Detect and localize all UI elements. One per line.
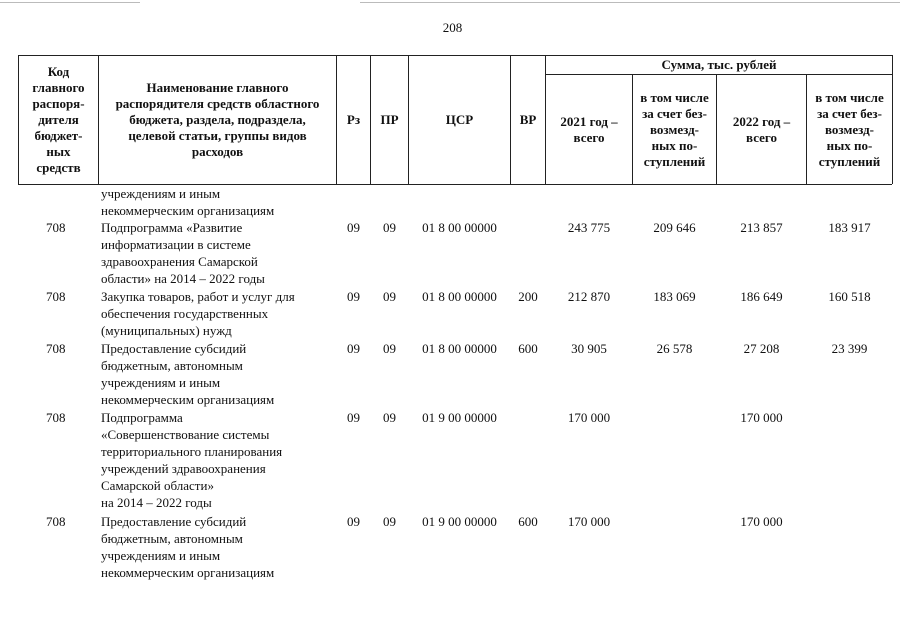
row-rz: 09 <box>347 410 360 425</box>
row-grants-2022: 160 518 <box>828 289 871 304</box>
row-sum-2022: 170 000 <box>740 410 783 425</box>
row-sum-2021: 170 000 <box>567 410 611 425</box>
row-code: 708 <box>46 341 66 356</box>
row-name-line: Подпрограмма <box>101 410 183 425</box>
row-code: 708 <box>46 410 66 425</box>
row-csr: 01 8 00 00000 <box>422 220 497 235</box>
col-border-10 <box>892 55 893 184</box>
row-name-line: учреждений здравоохранения <box>101 461 266 476</box>
header-vr: ВР <box>519 112 537 127</box>
header-rz: Рз <box>346 112 361 127</box>
row-vr: 600 <box>518 341 538 356</box>
row-name-line: области» на 2014 – 2022 годы <box>101 271 265 286</box>
header-code: Код главного распоря-дителя бюджет-ных средств <box>32 64 85 175</box>
row-name-line: учреждениям и иным <box>101 186 221 201</box>
row-code: 708 <box>46 289 66 304</box>
row-name-line: (муниципальных) нужд <box>101 323 232 338</box>
row-grants-2022: 23 399 <box>831 341 868 356</box>
row-name-line: Предоставление субсидий <box>101 341 247 356</box>
row-name-line: «Совершенствование системы <box>101 427 270 442</box>
row-name-line: информатизации в системе <box>101 237 251 252</box>
row-name-line: учреждениям и иным <box>101 375 221 390</box>
row-csr: 01 8 00 00000 <box>422 341 497 356</box>
row-code: 708 <box>46 220 66 235</box>
row-pr: 09 <box>383 514 396 529</box>
row-pr: 09 <box>383 341 396 356</box>
header-2021-grants: в том числе за счет без-возмезд-ных по-ступлений <box>640 89 709 169</box>
row-sum-2022: 170 000 <box>740 514 783 529</box>
row-grants-2021: 209 646 <box>653 220 696 235</box>
row-rz: 09 <box>347 341 360 356</box>
row-name-line: Закупка товаров, работ и услуг для <box>101 289 295 304</box>
row-rz: 09 <box>347 514 360 529</box>
row-name-line: Подпрограмма «Развитие <box>101 220 243 235</box>
row-pr: 09 <box>383 410 396 425</box>
row-vr: 600 <box>518 514 538 529</box>
row-name-line: здравоохранения Самарской <box>101 254 258 269</box>
header-name: Наименование главного распорядителя средств областного бюджета, раздела, подраздела, целевой статьи, группы видов расходов <box>115 80 320 159</box>
row-name-line: некоммерческим организациям <box>101 565 275 580</box>
header-pr: ПР <box>380 112 399 127</box>
row-grants-2021: 183 069 <box>653 289 696 304</box>
row-sum-2022: 186 649 <box>740 289 783 304</box>
row-sum-2021: 30 905 <box>571 341 607 356</box>
row-grants-2022: 183 917 <box>828 220 871 235</box>
header-2022-grants: в том числе за счет без-возмезд-ных по-ступлений <box>815 89 884 169</box>
top-rule-right <box>360 2 900 3</box>
row-name-line: бюджетным, автономным <box>101 358 243 373</box>
row-rz: 09 <box>347 289 360 304</box>
row-csr: 01 9 00 00000 <box>422 410 497 425</box>
top-rule-left <box>0 2 140 3</box>
row-sum-2021: 212 870 <box>567 289 611 304</box>
header-csr: ЦСР <box>445 112 474 127</box>
header-2021-total: 2021 год – всего <box>560 113 618 145</box>
row-sum-2021: 243 775 <box>567 220 611 235</box>
row-name-line: обеспечения государственных <box>101 306 269 321</box>
row-pr: 09 <box>383 289 396 304</box>
row-name-line: Самарской области» <box>101 478 214 493</box>
header-2022-total: 2022 год – всего <box>732 113 791 145</box>
row-sum-2022: 213 857 <box>740 220 783 235</box>
page-number: 208 <box>442 20 463 35</box>
row-csr: 01 8 00 00000 <box>422 289 497 304</box>
row-name-line: Предоставление субсидий <box>101 514 247 529</box>
row-sum-2022: 27 208 <box>743 341 780 356</box>
row-vr: 200 <box>518 289 538 304</box>
row-code: 708 <box>46 514 66 529</box>
row-sum-2021: 170 000 <box>567 514 611 529</box>
row-name-line: некоммерческим организациям <box>101 392 275 407</box>
row-name-line: некоммерческим организациям <box>101 203 275 218</box>
row-grants-2021: 26 578 <box>656 341 693 356</box>
row-rz: 09 <box>347 220 360 235</box>
row-name-line: бюджетным, автономным <box>101 531 243 546</box>
row-name-line: учреждениям и иным <box>101 548 221 563</box>
row-name-line: территориального планирования <box>101 444 283 459</box>
header-sum: Сумма, тыс. рублей <box>661 57 777 72</box>
row-pr: 09 <box>383 220 396 235</box>
row-name-line: на 2014 – 2022 годы <box>101 495 212 510</box>
row-csr: 01 9 00 00000 <box>422 514 497 529</box>
